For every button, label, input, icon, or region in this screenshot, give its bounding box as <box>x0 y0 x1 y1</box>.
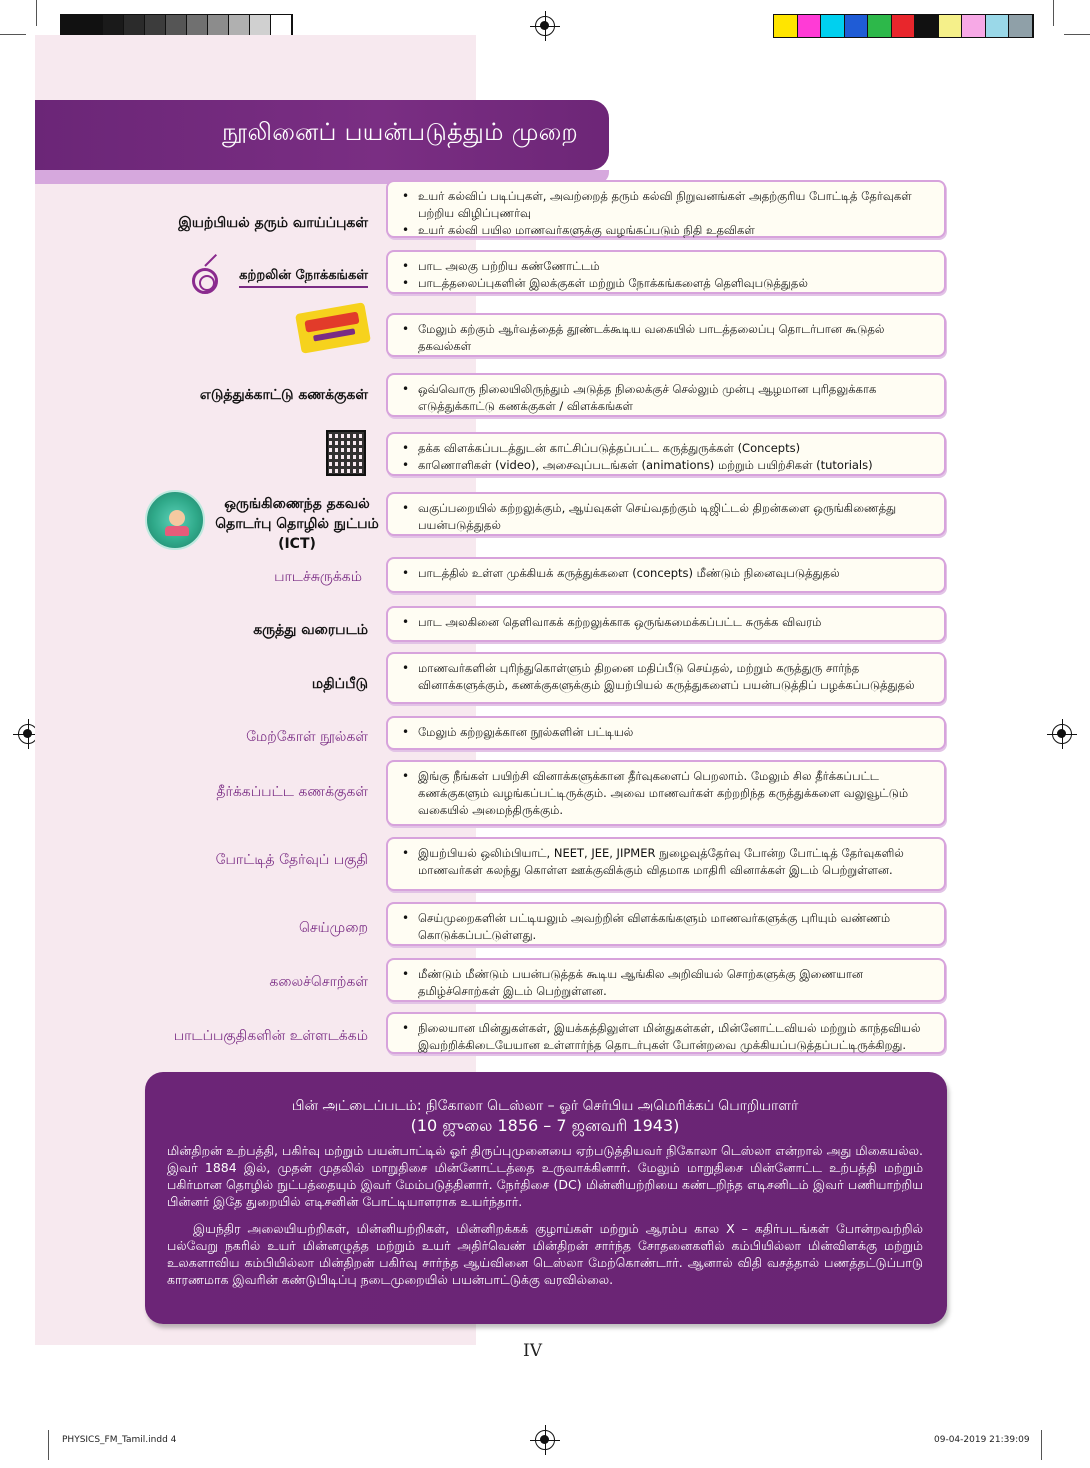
crop-mark <box>1053 0 1054 26</box>
crop-mark <box>1064 34 1090 35</box>
ict-icon <box>145 490 205 550</box>
label-learning-objectives: கற்றலின் நோக்கங்கள் <box>239 268 368 288</box>
label-practicals: செய்முறை <box>299 920 368 936</box>
crop-mark <box>36 0 37 26</box>
box-ict <box>386 492 946 536</box>
qr-code-frame <box>326 430 366 476</box>
target-icon <box>192 268 218 294</box>
crop-mark <box>48 1430 49 1460</box>
label-ict: ஒருங்கிணைந்த தகவல் தொடர்பு தொழில் நுட்பம் (ICT) <box>215 496 379 552</box>
registration-mark-right-icon <box>1052 724 1072 744</box>
box-practicals <box>386 902 946 946</box>
list-item: • பாட அலகு பற்றிய கண்ணோட்டம் <box>400 258 932 275</box>
box-glossary <box>386 958 946 1002</box>
label-unit-contents: பாடப்பகுதிகளின் உள்ளடக்கம் <box>173 1028 368 1044</box>
list-item: • தக்க விளக்கப்படத்துடன் காட்சிப்படுத்தப்பட்ட கருத்துருக்கள் (Concepts) <box>400 440 932 457</box>
page-number: IV <box>523 1341 542 1361</box>
box-competitive-exams <box>386 837 946 891</box>
box-know-more <box>386 313 946 357</box>
box-opportunities <box>386 180 946 238</box>
cover-info-paragraph: இயந்திர அலையியற்றிகள், மின்னியற்றிகள், மின்னிறக்கக் குழாய்கள் மற்றும் ஆரம்ப கால X – கதிர்படங்கள் போன்றவற்றில் பல்வேறு நகரில் உயர் மின்னழுத்த மற்றும் உயர் அதிர்வெண் மின்திறன் சார்ந்த சோதனைகளில் கம்பியில்லா மின்விளக்கு மற்றும் உலகளாவிய கம்பியில்லா மின்திறன் பகிர்வு சார்ந்த ஆய்வினை டெஸ்லா மேற்கொண்டார். ஆனால் விதி வசத்தால் பணத்தட்டுப்பாடு காரணமாக இவரின் கண்டுபிடிப்பு நடைமுறையில் பயன்பாட்டுக்கு வரவில்லை. <box>167 1221 923 1287</box>
list-item: • இயற்பியல் ஒலிம்பியாட், NEET, JEE, JIPMER நுழைவுத்தேர்வு போன்ற போட்டித் தேர்வுகளில் மாணவர்கள் கலந்து கொள்ள ஊக்குவிக்கும் விதமாக மாதிரி வினாக்கள் இடம் பெற்றுள்ளன. <box>400 845 932 879</box>
box-concept-map <box>386 606 946 642</box>
label-evaluation: மதிப்பீடு <box>311 676 368 692</box>
list-item: • பாடத்தில் உள்ள முக்கியக் கருத்துக்களை (concepts) மீண்டும் நினைவுபடுத்துதல் <box>400 565 932 582</box>
list-item: • பாட அலகினை தெளிவாகக் கற்றலுக்காக ஒருங்கமைக்கப்பட்ட சுருக்க விவரம் <box>400 614 932 631</box>
list-item: • காணொளிகள் (video), அசைவுப்படங்கள் (animations) மற்றும் பயிற்சிகள் (tutorials) <box>400 457 932 474</box>
label-solved-problems: தீர்க்கப்பட்ட கணக்குகள் <box>216 784 368 800</box>
label-summary: பாடச்சுருக்கம் <box>274 569 362 585</box>
registration-mark-top-icon <box>535 16 555 36</box>
cover-info-heading: பின் அட்டைப்படம்: நிகோலா டெஸ்லா – ஓர் செர்பிய அமெரிக்கப் பொறியாளர் (10 ஜுலை 1856 – 7 ஜனவரி 1943) <box>291 1098 799 1135</box>
label-opportunities: இயற்பியல் தரும் வாய்ப்புகள் <box>178 215 368 231</box>
box-qr-content <box>386 432 946 476</box>
box-summary <box>386 557 946 593</box>
label-concept-map: கருத்து வரைபடம் <box>253 622 368 638</box>
box-evaluation <box>386 652 946 704</box>
slug-timestamp: 09-04-2019 21:39:09 <box>934 1435 1030 1445</box>
list-item: • நிலையான மின்துகள்கள், இயக்கத்திலுள்ள மின்துகள்கள், மின்னோட்டவியல் மற்றும் காந்தவியல் இவற்றிக்கிடையேயான உள்ளார்ந்த தொடர்புகள் போன்றவை முக்கியப்படுத்தப்பட்டிருக்கிறது. <box>400 1020 932 1054</box>
box-solved-problems <box>386 760 946 826</box>
label-example-problems: எடுத்துக்காட்டு கணக்குகள் <box>199 387 368 403</box>
list-item: • மாணவர்களின் புரிந்துகொள்ளும் திறனை மதிப்பீடு செய்தல், மற்றும் கருத்துரு சார்ந்த வினாக்களுக்கும், கணக்குகளுக்கும் இயற்பியல் கருத்துகளைப் பயன்படுத்திப் பழக்கப்படுத்துதல் <box>400 660 932 694</box>
list-item: • உயர் கல்வி பயில மாணவர்களுக்கு வழங்கப்படும் நிதி உதவிகள் <box>400 222 932 239</box>
list-item: • இங்கு நீங்கள் பயிற்சி வினாக்களுக்கான தீர்வுகளைப் பெறலாம். மேலும் சில தீர்க்கப்பட்ட கணக்குகளும் வழங்கப்பட்டிருக்கும். அவை மாணவர்கள் கற்றறிந்த கருத்துக்களை வலுவூட்டும் வகையில் அமைந்திருக்கும். <box>400 768 932 819</box>
list-item: • ஒவ்வொரு நிலையிலிருந்தும் அடுத்த நிலைக்குச் செல்லும் முன்பு ஆழமான புரிதலுக்காக எடுத்துக்காட்டு கணக்குகள் / விளக்கங்கள் <box>400 381 932 415</box>
list-item: • செய்முறைகளின் பட்டியலும் அவற்றின் விளக்கங்களும் மாணவர்களுக்கு புரியும் வண்ணம் கொடுக்கப்பட்டுள்ளது. <box>400 910 932 944</box>
cmyk-color-bar <box>773 14 1034 38</box>
cover-info-card <box>145 1072 947 1324</box>
box-learning-objectives <box>386 250 946 294</box>
list-item: • உயர் கல்விப் படிப்புகள், அவற்றைத் தரும் கல்வி நிறுவனங்கள் அதற்குரிய போட்டித் தேர்வுகள் பற்றிய விழிப்புணர்வு <box>400 188 932 222</box>
box-example-problems <box>386 373 946 417</box>
crop-mark <box>1041 1430 1042 1460</box>
list-item: • மீண்டும் மீண்டும் பயன்படுத்தக் கூடிய ஆங்கில அறிவியல் சொற்களுக்கு இணையான தமிழ்ச்சொற்கள் இடம் பெற்றுள்ளன. <box>400 966 932 1000</box>
box-unit-contents <box>386 1012 946 1054</box>
cover-info-paragraph: மின்திறன் உற்பத்தி, பகிர்வு மற்றும் பயன்பாட்டில் ஓர் திருப்புமுனையை ஏற்படுத்தியவர் நிகோலா டெஸ்லா என்றால் அது மிகையல்ல. இவர் 1884 இல், முதன் முதலில் மாறுதிசை மின்னோட்டத்தை உருவாக்கினார். மேலும் மாறுதிசை மின்னோட்ட உற்பத்தி மற்றும் பகிர்மான தொழில் நுட்பத்தையும் இவர் மேம்படுத்தினார். நேர்திசை (DC) மின்னியற்றியை கண்டறிந்த எடிசனிடம் இவர் பணியாற்றிய பின்னர் இதே துறையில் எடிசனின் போட்டியாளராக உயர்ந்தார். <box>167 1143 923 1209</box>
registration-mark-bottom-icon <box>535 1430 555 1450</box>
list-item: • மேலும் கற்கும் ஆர்வத்தைத் தூண்டக்கூடிய வகையில் பாடத்தலைப்பு தொடர்பான கூடுதல் தகவல்கள் <box>400 321 932 355</box>
label-references: மேற்கோள் நூல்கள் <box>246 729 368 745</box>
crop-mark <box>0 34 26 35</box>
slug-filename: PHYSICS_FM_Tamil.indd 4 <box>62 1435 177 1445</box>
label-competitive-exams: போட்டித் தேர்வுப் பகுதி <box>215 852 368 868</box>
page-title: நூலினைப் பயன்படுத்தும் முறை <box>222 118 578 146</box>
box-references <box>386 716 946 750</box>
label-glossary: கலைச்சொற்கள் <box>269 974 368 990</box>
list-item: • வகுப்பறையில் கற்றலுக்கும், ஆய்வுகள் செய்வதற்கும் டிஜிட்டல் திறன்களை ஒருங்கிணைத்து பயன்படுத்துதல் <box>400 500 932 534</box>
list-item: • மேலும் கற்றலுக்கான நூல்களின் பட்டியல் <box>400 724 932 741</box>
list-item: • பாடத்தலைப்புகளின் இலக்குகள் மற்றும் நோக்கங்களைத் தெளிவுபடுத்துதல் <box>400 275 932 292</box>
